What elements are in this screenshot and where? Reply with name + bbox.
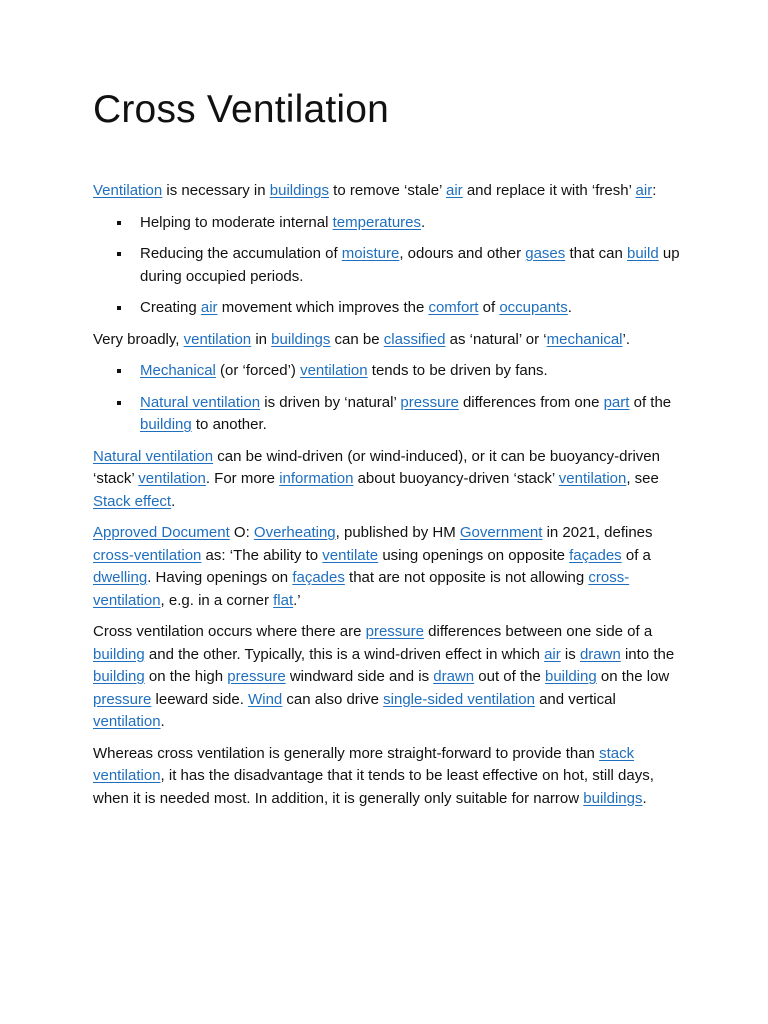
text-run: to another. [191, 416, 267, 433]
text-run: using openings on opposite [378, 546, 570, 564]
text-link[interactable]: Government [459, 524, 543, 541]
text-run: about buoyancy-driven ‘stack’ [353, 470, 559, 487]
text-run: . [421, 213, 426, 231]
text-link[interactable]: comfort [428, 299, 479, 316]
text-run: and replace it with ‘fresh’ [462, 182, 636, 199]
list-item [93, 243, 688, 288]
text-link[interactable]: dwelling [93, 569, 148, 586]
bullet-list [93, 212, 688, 320]
text-run: . [567, 299, 572, 316]
paragraph [93, 522, 688, 612]
text-run: can be [330, 330, 384, 348]
text-run: , it has the disadvantage that it tends to be least effective on hot, still days, when it is needed most. In addition, it is generally only suitable for narrow [93, 767, 654, 807]
text-run: in [251, 330, 272, 348]
text-link[interactable]: part [603, 393, 630, 411]
text-run: (or ‘forced’) [215, 362, 301, 379]
text-link[interactable]: ventilation [558, 470, 627, 487]
text-run: as ‘natural’ or ‘ [445, 330, 547, 348]
text-run: is necessary in [162, 182, 270, 199]
paragraph [93, 446, 688, 514]
text-link[interactable]: Overheating [253, 524, 336, 541]
paragraph [93, 329, 688, 352]
text-run: . [171, 492, 176, 510]
text-link[interactable]: Natural ventilation [93, 447, 214, 465]
text-link[interactable]: information [279, 470, 354, 487]
text-run: that can [565, 245, 627, 262]
text-run: as: ‘The ability to [201, 546, 323, 564]
text-link[interactable]: mechanical [546, 330, 623, 348]
text-run: . Having openings on [147, 569, 293, 586]
text-link[interactable]: ventilate [322, 546, 379, 564]
text-link[interactable]: buildings [269, 182, 329, 199]
text-run: on the low [596, 668, 670, 685]
text-link[interactable]: Mechanical [140, 362, 216, 379]
text-link[interactable]: pressure [400, 393, 459, 411]
text-link[interactable]: building [544, 668, 597, 685]
text-run: can also drive [282, 690, 384, 708]
text-link[interactable]: ventilation [138, 470, 206, 487]
text-link[interactable]: air [544, 645, 561, 663]
paragraph [93, 743, 688, 811]
text-run: differences between one side of a [423, 623, 653, 640]
text-run: Whereas cross ventilation is generally more straight-forward to provide than [93, 744, 600, 762]
text-link[interactable]: building [140, 416, 192, 433]
text-link[interactable]: temperatures [332, 213, 421, 231]
text-link[interactable]: buildings [271, 330, 331, 348]
text-run: .’ [293, 591, 301, 609]
text-run: is [560, 645, 580, 663]
text-run: : [652, 182, 657, 199]
paragraph [93, 621, 688, 734]
text-link[interactable]: façades [569, 546, 622, 564]
text-link[interactable]: cross-ventilation [93, 546, 202, 564]
text-link[interactable]: build [627, 245, 659, 262]
text-run: O: [229, 524, 254, 541]
text-link[interactable]: ventilation [93, 713, 161, 730]
text-run: can be wind-driven (or wind-induced), or it can be buoyancy-driven ‘stack’ [93, 447, 660, 487]
text-link[interactable]: pressure [365, 623, 424, 640]
text-run: out of the [474, 668, 545, 685]
page-title: Cross Ventilation [93, 88, 390, 131]
text-run: , published by HM [335, 524, 460, 541]
text-link[interactable]: façades [292, 569, 345, 586]
text-run: in 2021, defines [542, 524, 653, 541]
text-link[interactable]: pressure [93, 690, 152, 708]
text-link[interactable]: Ventilation [93, 182, 163, 199]
text-run: of a [621, 546, 651, 564]
text-run: Reducing the accumulation of [140, 245, 342, 262]
bullet-list [93, 360, 688, 437]
text-link[interactable]: air [200, 299, 218, 316]
text-link[interactable]: building [93, 645, 145, 663]
text-link[interactable]: building [93, 668, 145, 685]
text-link[interactable]: single-sided ventilation [383, 690, 535, 708]
text-link[interactable]: air [446, 182, 463, 199]
text-run: Creating [140, 299, 201, 316]
text-link[interactable]: buildings [583, 789, 643, 807]
text-run: that are not opposite is not allowing [344, 569, 589, 586]
text-run: Cross ventilation occurs where there are [93, 623, 366, 640]
text-run: Very broadly, [93, 330, 184, 348]
text-run: , see [626, 470, 659, 487]
text-link[interactable]: ventilation [183, 330, 252, 348]
text-run: on the high [144, 668, 228, 685]
text-run: windward side and is [285, 668, 434, 685]
text-run: tends to be driven by fans. [367, 362, 548, 379]
document-body [93, 180, 688, 810]
list-item [93, 212, 688, 235]
text-run: , odours and other [399, 245, 526, 262]
text-run: and the other. Typically, this is a wind-driven effect in which [144, 645, 545, 663]
text-link[interactable]: flat [273, 591, 294, 609]
paragraph [93, 180, 688, 203]
text-run: is driven by ‘natural’ [260, 393, 401, 411]
text-run: and vertical [534, 690, 616, 708]
text-run: , e.g. in a corner [160, 591, 274, 609]
text-run: leeward side. [151, 690, 249, 708]
list-item [93, 360, 688, 383]
list-item [93, 297, 688, 320]
text-link[interactable]: stack ventilation [93, 744, 635, 784]
text-run: . [160, 713, 165, 730]
text-link[interactable]: Wind [248, 690, 283, 708]
text-run: of the [629, 393, 672, 411]
text-link[interactable]: Natural ventilation [140, 393, 261, 411]
text-link[interactable]: moisture [341, 245, 400, 262]
text-link[interactable]: pressure [227, 668, 286, 685]
text-run: into the [620, 645, 675, 663]
text-run: differences from one [458, 393, 604, 411]
text-link[interactable]: occupants [499, 299, 568, 316]
text-link[interactable]: air [635, 182, 653, 199]
text-run: Helping to moderate internal [140, 213, 333, 231]
text-run: up during occupied periods. [140, 245, 680, 285]
text-link[interactable]: drawn [579, 645, 621, 663]
text-run: movement which improves the [217, 299, 429, 316]
text-link[interactable]: gases [525, 245, 566, 262]
text-run: . For more [205, 470, 280, 487]
text-link[interactable]: drawn [433, 668, 475, 685]
list-item [93, 392, 688, 437]
text-run: . [642, 789, 647, 807]
text-link[interactable]: Stack effect [93, 492, 172, 510]
text-link[interactable]: cross-ventilation [93, 569, 630, 609]
text-link[interactable]: classified [383, 330, 446, 348]
text-run: ’. [622, 330, 630, 348]
text-link[interactable]: ventilation [300, 362, 368, 379]
text-link[interactable]: Approved Document [93, 524, 230, 541]
text-run: of [478, 299, 500, 316]
text-run: to remove ‘stale’ [329, 182, 446, 199]
